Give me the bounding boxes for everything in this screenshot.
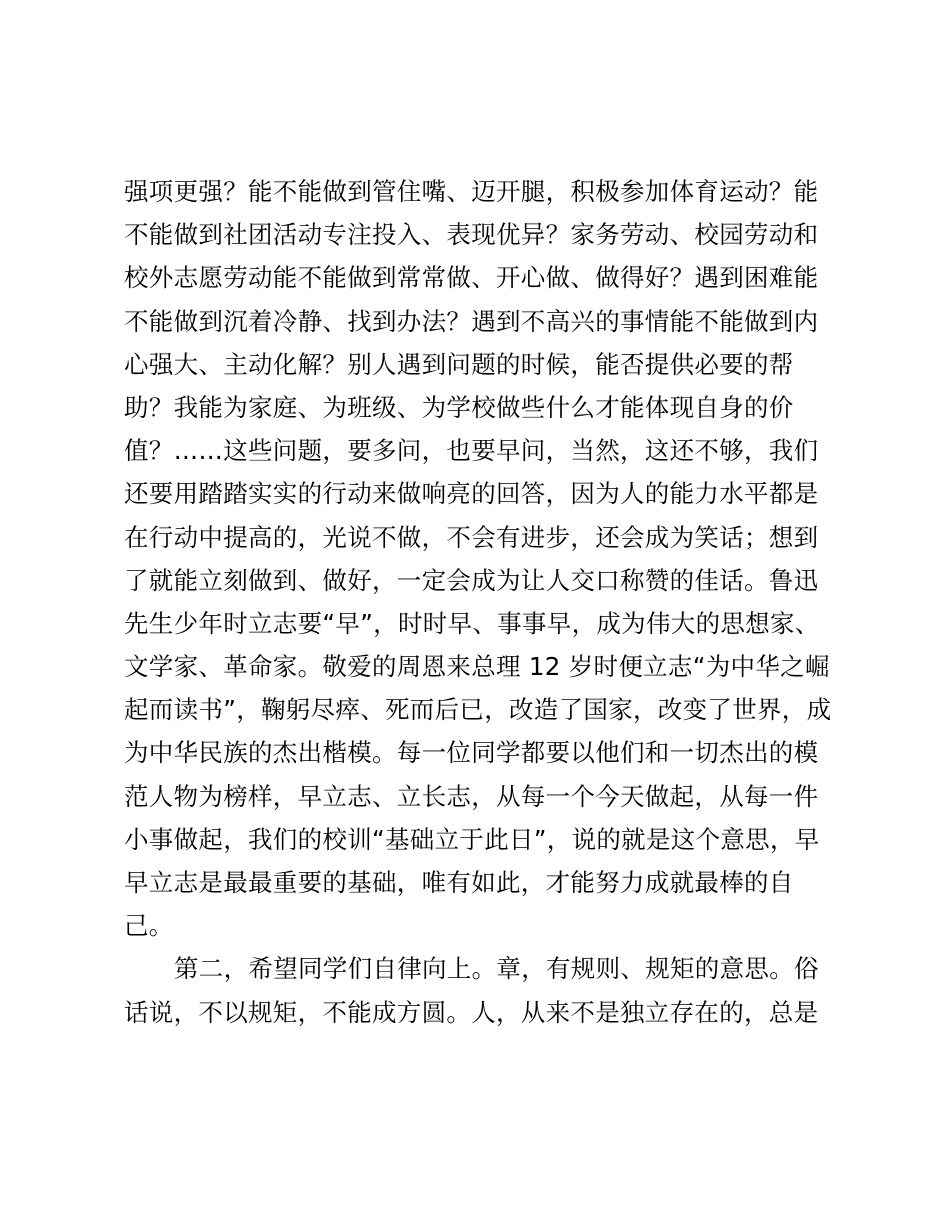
- text-line: 助？我能为家庭、为班级、为学校做些什么才能体现自身的价: [124, 392, 794, 422]
- text-line: 不能做到沉着冷静、找到办法？遇到不高兴的事情能不能做到内: [124, 306, 819, 336]
- text-line: 范人物为榜样，早立志、立长志，从每一个今天做起，从每一件: [124, 781, 819, 811]
- text-line: 强项更强？能不能做到管住嘴、迈开腿，积极参加体育运动？能: [124, 177, 819, 206]
- body-text: [124, 170, 844, 1034]
- text-line: 文学家、革命家。敬爱的周恩来总理 12 岁时便立志“为中华之崛: [124, 652, 830, 682]
- text-line: 心强大、主动化解？别人遇到问题的时候，能否提供必要的帮: [124, 349, 794, 379]
- text-line: 值？……这些问题，要多问，也要早问，当然，这还不够，我们: [124, 436, 819, 466]
- text-line: 了就能立刻做到、做好，一定会成为让人交口称赞的佳话。鲁迅: [124, 565, 819, 595]
- text-line: 早立志是最最重要的基础，唯有如此，才能努力成就最棒的自: [124, 868, 794, 897]
- paragraph-start-line: 第二，希望同学们自律向上。章，有规则、规矩的意思。俗: [174, 954, 819, 984]
- text-line: 不能做到社团活动专注投入、表现优异？家务劳动、校园劳动和: [124, 220, 819, 250]
- text-line: 起而读书”，鞠躬尽瘁、死而后已，改造了国家，改变了世界，成: [124, 695, 832, 725]
- text-line: 小事做起，我们的校训“基础立于此日”，说的就是这个意思，早: [124, 824, 820, 854]
- text-line: 先生少年时立志要“早”，时时早、事事早，成为伟大的思想家、: [124, 608, 820, 638]
- text-line: 为中华民族的杰出楷模。每一位同学都要以他们和一切杰出的模: [124, 738, 819, 768]
- text-line: 在行动中提高的，光说不做，不会有进步，还会成为笑话；想到: [124, 522, 819, 552]
- text-line: 己。: [124, 911, 174, 941]
- text-line: 话说，不以规矩，不能成方圆。人，从来不是独立存在的，总是: [124, 997, 819, 1027]
- text-line: 校外志愿劳动能不能做到常常做、开心做、做得好？遇到困难能: [124, 263, 819, 293]
- text-line: 还要用踏踏实实的行动来做响亮的回答，因为人的能力水平都是: [124, 479, 819, 509]
